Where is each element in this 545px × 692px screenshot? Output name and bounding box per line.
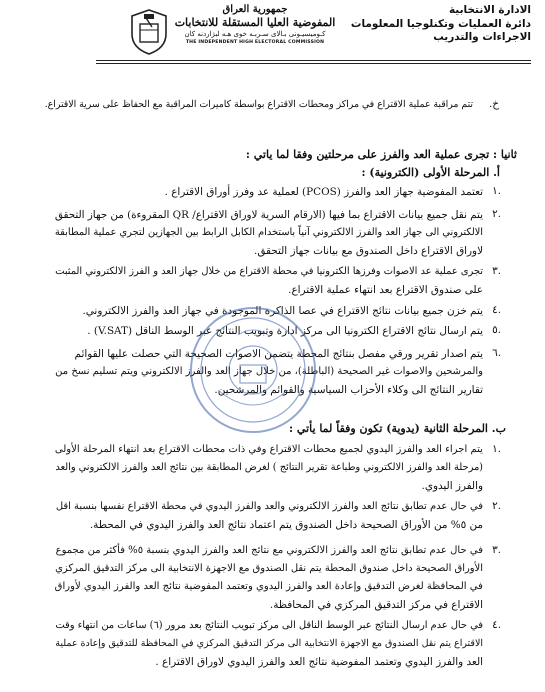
phase1-title: أ. المرحلة الأولى (الكترونية) : xyxy=(361,166,500,179)
item-text-line: والفرز اليدوي. xyxy=(421,480,483,492)
logo-commission-ar: المفوضية العليا المستقلة للانتخابات xyxy=(174,16,336,29)
item-number: .٤ xyxy=(492,619,501,631)
item-text-line: يتم اصدار تقرير ورقي مفصل بنتائج المحطة يتضمن الاصوات الصحيحة التي حصلت عليها القوائم xyxy=(74,348,483,360)
logo-country: جمهورية العراق xyxy=(222,4,288,15)
item-text-line: والمرشحين والاصوات غير الصحيحة (الباطلة)، من خلال جهاز العد والفرز الالكتروني ويتم تسليم نسخ من xyxy=(55,366,483,377)
item-number: .٤ xyxy=(492,304,501,316)
item-text-line: يتم خزن جميع بيانات نتائج الاقتراع في عصا الذاكرة الموجودة في جهاز العد والفرز الالكتروني. xyxy=(82,305,483,317)
item-text-line: في المحافظة لغرض التدقيق وإعادة العد والفرز اليدوي وتعتمد المفوضية نتائج العد والفرز اليدوي لأوراق xyxy=(54,581,483,592)
logo-commission-ku: كـوميسيـونى بـالاى سـربـه خوى هـه لبژاردنه كان xyxy=(184,30,326,38)
phase1-item xyxy=(55,263,501,299)
item-text-line: لاوراق الاقتراع داخل الصندوق مع بيانات جهاز التحقق. xyxy=(254,245,483,257)
department-header xyxy=(350,4,531,45)
item-text-line: تعتمد المفوضية جهاز العد والفرز (PCOS) لعملية عد وفرز أوراق الاقتراع . xyxy=(164,186,483,198)
item-text-line: الأوراق الصحيحة داخل صندوق المحطة يتم نقل الصندوق مع الاجهزة الانتخابية الى مركز التدقيق المركزي xyxy=(55,563,483,574)
dept-line-3: الاجراءات والتدريب xyxy=(433,31,531,43)
item-number: .٦ xyxy=(492,347,501,359)
intro-item xyxy=(44,96,499,113)
item-text-line: العد والفرز اليدوي وتعتمد المفوضية نتائج العد والفرز اليدوي لاوراق الاقتراع . xyxy=(155,656,483,668)
logo-commission-en: THE INDEPENDENT HIGH ELECTORAL COMMISSION xyxy=(185,40,325,45)
intro-text: تتم مراقبة عملية الاقتراع في مراكز ومحطات الاقتراع بواسطة كاميرات المراقبة مع الحفاظ على سرية الاقتراع. xyxy=(44,99,473,110)
phase2-item xyxy=(55,542,501,614)
emblem-icon xyxy=(128,8,170,56)
item-text-line: يتم اجراء العد والفرز اليدوي لجميع محطات الاقتراع وفي ذات محطات الاقتراع بعد انتهاء المرحلة الأولى xyxy=(54,444,483,455)
commission-logo xyxy=(128,4,338,58)
item-text-line: في حال عدم ارسال النتائج عبر الوسط الناقل الى مركز تبويب النتائج بعد مرور (٦) ساعات من انتهاء وقت xyxy=(55,620,483,631)
header-rule-thin xyxy=(96,63,531,64)
header-rule xyxy=(96,60,531,61)
item-text-line: في حال عدم تطابق نتائج العد والفرز الالكتروني مع نتائج العد والفرز اليدوي بنسبة ٥% فأكثر من مجموع xyxy=(55,545,483,556)
item-text-line: تجرى عملية عد الاصوات وفرزها الكترونيا في محطة الاقتراع من خلال جهاز العد و الفرز الالكتروني المثبت xyxy=(55,266,483,277)
dept-line-1: الادارة الانتخابية xyxy=(448,4,531,16)
phase1-item xyxy=(55,206,501,260)
item-text-line: (مرحلة العد والفرز الالكتروني وطباعة تقرير النتائج ) لغرض المطابقة بين نتائج العد والفرز الالكتروني والعد xyxy=(55,462,483,473)
phase2-item xyxy=(55,441,501,495)
item-text-line: في حال عدم تطابق نتائج العد والفرز الالكتروني والعد والفرز اليدوي في محطة الاقتراع نفسها بنسبة اقل xyxy=(55,501,483,512)
dept-line-2: دائرة العمليات وتكنلوجيا المعلومات xyxy=(350,17,531,30)
item-number: .٢ xyxy=(492,208,501,220)
item-number: .٣ xyxy=(492,544,501,556)
item-text-line: يتم نقل جميع بيانات الاقتراع بما فيها (الارقام السرية لاوراق الاقتراع/ QR المقروءة) من جهاز التحقق xyxy=(54,209,483,221)
phase1-item xyxy=(55,183,501,201)
item-number: .١ xyxy=(492,185,501,197)
item-text-line: يتم ارسال نتائج الاقتراع الكترونيا الى مركز ادارة وتبويب النتائج عبر الوسط الناقل (V.SAT) . xyxy=(87,325,483,337)
item-text-line: تقارير النتائج الى وكلاء الأحزاب السياسية والقوائم والمرشحين. xyxy=(214,384,483,396)
item-text-line: الاقتراع يتم نقل الصندوق مع الاجهزة الانتخابية الى مركز التدقيق المركزي في المحافظة للتدقيق وإعادة عملية xyxy=(55,638,483,649)
item-number: .٣ xyxy=(492,265,501,277)
item-number: .٥ xyxy=(492,324,501,336)
item-text-line: الالكتروني الى جهاز العد والفرز الالكتروني آنياً باستخدام الكابل الرابط بين الجهازين لتجري عملية المطابقة xyxy=(54,227,483,238)
phase2-title: ب. المرحلة الثانية (يدوية) تكون وفقاً لما يأتي : xyxy=(288,422,506,435)
phase2-item xyxy=(55,617,501,671)
item-number: .٢ xyxy=(492,500,501,512)
intro-letter: خ. xyxy=(488,98,499,110)
phase2-item xyxy=(55,498,501,534)
item-text-line: الاقتراع في مركز التدقيق المركزي في المحافظة. xyxy=(269,599,483,611)
item-number: .١ xyxy=(492,443,501,455)
section-title: ثانيا : تجرى عملية العد والفرز على مرحلتين وفقا لما ياتي : xyxy=(245,148,517,161)
item-text-line: على صندوق الاقتراع بعد انتهاء عملية الاقتراع. xyxy=(288,284,483,296)
item-text-line: من ٥% من الأوراق الصحيحة داخل الصندوق يتم اعتماد نتائج العد والفرز اليدوي في المحطة. xyxy=(89,519,483,531)
